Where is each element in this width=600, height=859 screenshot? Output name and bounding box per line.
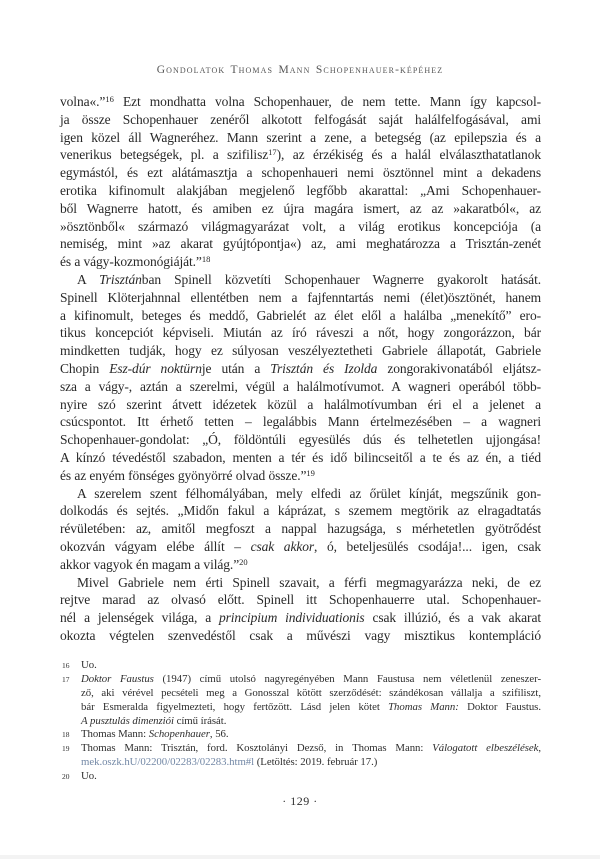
text-run: Chopin	[60, 360, 110, 376]
body-line	[60, 431, 541, 449]
text-run: Uo.	[81, 770, 97, 783]
footnote-number: 17	[62, 674, 70, 684]
paragraph	[60, 93, 541, 271]
body-line	[60, 200, 541, 218]
text-run: Thomas Mann: Trisztán, ford. Kosztolányi Dezső, in Thomas Mann:	[81, 742, 433, 755]
footnote-line	[81, 756, 541, 770]
body-line	[60, 574, 541, 592]
text-run: Thomas Mann:	[81, 728, 149, 741]
footnote-line	[81, 701, 541, 715]
italic-text-run: A pusztulás dimenziói	[81, 714, 174, 727]
text-run: , 56.	[209, 728, 229, 741]
footnotes-section	[60, 659, 541, 784]
paragraph	[60, 271, 541, 485]
text-run: okozta végtelen szenvedéstől csak a művészi vagy misztikus kontempláció	[60, 627, 541, 643]
footnote-line	[81, 770, 541, 784]
body-line	[60, 324, 541, 342]
text-run: , ó, beteljesülés csodája!... igen, csak	[314, 538, 541, 554]
paragraph	[60, 485, 541, 574]
text-run: nemiség, mint »az akarat gyújtópontja«) az, ami meghatározza a Trisztán-zenét	[60, 236, 541, 252]
text-run: Schopenhauer-gondolat: „Ó, földöntúli egyesülés dús és telhetetlen ujjongása!	[60, 432, 541, 448]
body-line	[60, 627, 541, 645]
text-run: (1947) című utolsó nagyregényében Mann Faustusa nem véletlenül zeneszer-	[153, 672, 541, 685]
text-run: okozván vágyam elébe állít –	[60, 538, 251, 554]
text-run: A	[77, 271, 100, 287]
footnote-line	[81, 742, 541, 756]
footnote-line	[81, 659, 541, 673]
body-line	[60, 485, 541, 503]
text-run: (Letöltés: 2019. február 17.)	[254, 756, 378, 769]
text-run: ja össze Schopenhauer zenéről alkotott felfogását saját halálfelfogásával, ami	[60, 111, 541, 127]
text-run: sza a vágy-, aztán a szerelmi, végül a halálmotívumot. A wagneri operából több-	[60, 378, 541, 394]
footnote-number: 16	[62, 661, 70, 670]
text-run: ), az érzékiség és a halál elválaszthatatlanok	[276, 147, 541, 163]
body-line	[60, 111, 541, 129]
text-run: ,	[538, 742, 541, 755]
footnote	[60, 742, 541, 770]
text-run: című írását.	[173, 714, 227, 727]
body-line	[60, 93, 541, 111]
running-header: Gondolatok Thomas Mann Schopenhauer-képéhez	[156, 64, 444, 76]
text-run: bár Esmeralda figyelmezteti, hogy fertőzött. Lásd jelen kötet	[81, 700, 389, 713]
text-run: A kínzó tévedéstől szabadon, menten a tér és idő bilincseitől a te és az én, a tiéd	[60, 449, 541, 465]
text-run: Ezt mondhatta volna Schopenhauer, de nem tette. Mann így kapcsol-	[113, 94, 541, 109]
body-line	[60, 556, 541, 574]
body-line	[60, 342, 541, 360]
body-line	[60, 467, 541, 485]
text-run: Doktor Faustus.	[458, 700, 541, 713]
italic-text-run: Esz-dúr noktürn	[109, 360, 202, 376]
footnote-reference: 19	[306, 467, 315, 478]
body-line	[60, 360, 541, 378]
italic-text-run: csak akkor	[250, 538, 315, 554]
text-run: nyire szó szerint átvett idézetek közül a halálmotívumban éri el a jelenet a	[60, 396, 541, 412]
footnote-number: 19	[62, 744, 70, 754]
italic-text-run: principium individuationis	[218, 610, 365, 626]
body-line	[60, 378, 541, 396]
footnote-line	[81, 728, 541, 742]
page-number: · 129 ·	[282, 794, 318, 808]
text-run: révületében: az, amitől megfoszt a nappal hazugsága, s mérhetetlen gyötrődést	[60, 521, 541, 537]
italic-text-run: Schopenhauer	[148, 728, 210, 741]
body-line	[60, 253, 541, 271]
footnote-reference: 17	[268, 147, 277, 158]
body-line	[60, 182, 541, 200]
text-run: és a vágy-kozmonógiáját.”	[60, 254, 202, 270]
text-run: nél a jelenségek világa, a	[60, 610, 219, 626]
footnote-reference: 20	[239, 556, 248, 567]
text-run: egymástól, és ezt alátámasztja a schopenhaueri nemi ösztönnel mint a dekadens	[60, 165, 541, 181]
text-run: mindketten tudják, hogy ez súlyosan veszélyeztetheti Gabriele állapotát, Gabriele	[60, 343, 541, 359]
text-run: Spinell Klöterjahnnal ellentétben nem a fajfenntartás nemi (élet)ösztönét, hanem	[60, 289, 541, 305]
footnote	[60, 728, 541, 742]
text-run: ban Spinell közvetíti Schopenhauer Wagnerre gyakorolt hatását.	[141, 271, 542, 287]
body-line	[60, 538, 541, 556]
footnote-line	[81, 715, 541, 729]
body-line	[60, 235, 541, 253]
body-line	[60, 520, 541, 538]
body-line	[60, 609, 541, 627]
text-run: igen közel áll Wagneréhez. Mann szerint a zene, a betegség (az epilepszia és a	[60, 129, 541, 145]
text-run: je után a	[201, 360, 271, 376]
text-run: A szerelem szent félhomályában, mely elfedi az őrület kínját, megszűnik gon-	[77, 485, 541, 501]
footnote-reference: 16	[105, 94, 114, 104]
footnote-number: 18	[62, 730, 70, 740]
italic-text-run: Trisztán	[99, 271, 142, 287]
body-line	[60, 218, 541, 236]
text-run: Mivel Gabriele nem érti Spinell szavait, a férfi megmagyarázza neki, de ez	[77, 574, 541, 590]
text-run: Uo.	[81, 659, 97, 671]
body-line	[60, 502, 541, 520]
italic-text-run: Trisztán és Izolda	[270, 360, 378, 376]
italic-text-run: Thomas Mann:	[388, 700, 459, 713]
text-run: és az enyém fönséges gyönyörré olvad össze.”	[60, 467, 307, 483]
text-run: rejtve marad az olvasó előtt. Spinell itt Schopenhauerre utal. Schopenhauer-	[60, 592, 541, 608]
body-line	[60, 413, 541, 431]
body-line	[60, 449, 541, 467]
footnote-reference: 18	[201, 254, 211, 265]
paragraph	[60, 574, 541, 645]
text-run: zongorakivonatából eljátsz-	[377, 360, 541, 376]
body-line	[60, 164, 541, 182]
footnote	[60, 659, 541, 673]
body-line	[60, 396, 541, 414]
italic-text-run: Válogatott elbeszélések	[432, 742, 539, 755]
text-run: ző, aki vérével pecsételi meg a Gonosszal kötött szerződését: szándékosan vállalja a szifiliszt,	[81, 686, 541, 699]
text-run: ből Wagnerre hatott, és amiben ez újra magára ismert, az az »akaratból«, az	[60, 200, 541, 216]
footnote-line	[81, 673, 541, 687]
text-run: »ösztönből« származó világmagyarázat volt, a világ erotikus koncepciója (a	[60, 218, 541, 234]
text-run: tikus koncepciót képviseli. Miután az író ráveszi a nőt, hogy zongorázzon, bár	[60, 325, 541, 341]
text-run: volna«.”	[60, 94, 106, 109]
footnote-number: 20	[62, 772, 70, 782]
page-bottom-edge	[0, 855, 600, 859]
text-run: venerikus betegségek, pl. a szifilisz	[60, 147, 269, 163]
text-run: csak illúzió, és a vak akarat	[364, 610, 541, 626]
text-run: erotika kifinomult alakjában megjelenő legfőbb akarattal: „Ami Schopenhauer-	[60, 182, 541, 198]
body-text	[60, 93, 541, 645]
text-run: csúcspontot. Itt érhető tetten – legalábbis Mann értelmezésében – a wagneri	[60, 414, 541, 430]
text-run: a kifinomult, beteges és meddő, Gabrielét az élet elől a halálba „menekítő” ero-	[60, 307, 541, 323]
text-run: akkor vagyok én magam a világ.”	[60, 556, 240, 572]
body-line	[60, 289, 541, 307]
body-line	[60, 129, 541, 147]
body-line	[60, 146, 541, 164]
body-line	[60, 271, 541, 289]
footnote	[60, 673, 541, 729]
footnote-url-link[interactable]: mek.oszk.hU/02200/02283/02283.htm#l	[81, 756, 255, 769]
footnote	[60, 770, 541, 784]
italic-text-run: Doktor Faustus	[81, 672, 154, 685]
text-run: dolkodás és sejtés. „Midőn fakul a káprázat, s szemem megtörik az elragadtatás	[60, 503, 541, 519]
body-line	[60, 591, 541, 609]
body-line	[60, 307, 541, 325]
footnote-line	[81, 687, 541, 701]
